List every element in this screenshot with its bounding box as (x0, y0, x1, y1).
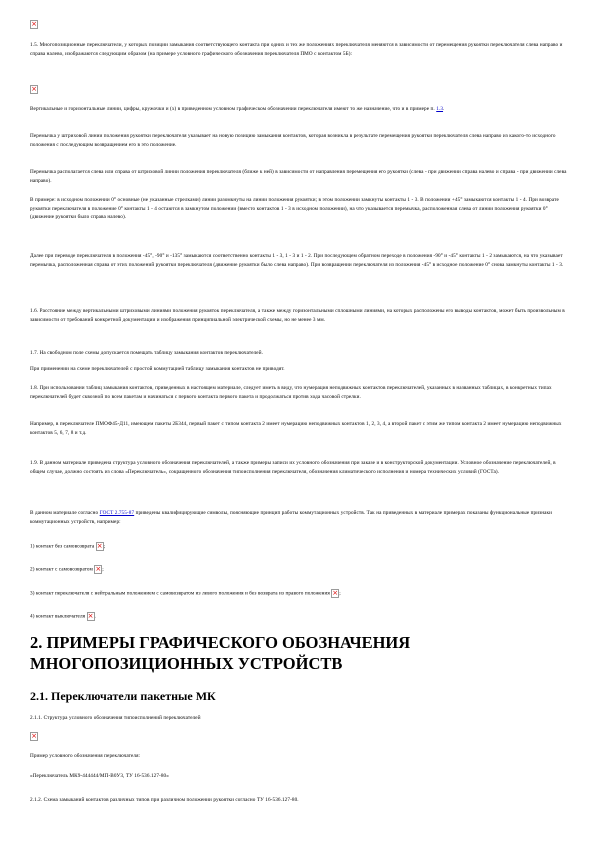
list-item: 1) контакт без самовозврата × ; (30, 542, 570, 551)
broken-image-icon (30, 732, 38, 741)
paragraph-1-6: 1.6. Расстояние между вертикальными штриховыми линиями положения рукояток переключателя, а также между горизонтальными сплошными линиями, на которых расположены его выводы контактов, может быть произвольным в зависимости от требований конкретной документации и изображения принципиальной электрической схемы, но не менее 3 мм. (30, 308, 565, 323)
list-item-label: 1) контакт без самовозврата (30, 543, 95, 550)
paragraph-dashed-line: Перемычка у штриховой линии положения рукоятки переключателя указывает на новую позицию замыкания контактов, которая возникла в результате перемещения рукоятки переключателя слева направо из какого-то исходного положения с последующим возвращением его в это положение. (30, 133, 556, 148)
paragraph-further: Далее при переводе переключателя в положения -45°, -90° и -135° замыкаются соответственно контакты 1 - 3, 1 - 3 и 1 - 2. При последующем обратном переходе в положения -90° и -45° контакты 1 - 2 замыкаются, на что указывает перемычка, расположенная справа от этих положений рукоятки переключателя (движение рукоятки было слева направо). При возвращении переключателя из положения -45° в исходное положение 0° снова замкнуты контакты 1 - 3. (30, 253, 564, 268)
broken-image-icon (96, 542, 104, 551)
paragraph-condition-example: Пример условного обозначения переключателя: (30, 753, 141, 759)
paragraph-example: В примере: в исходном положении 0° основные (не указанные стрелками) линии разомкнуты на линии положения рукоятки; в этом положении замкнуты контакты 1 - 3. В положении +45° замыкаются контакты 1 - 4. При возврате рукоятки переключателя в положение 0° контакты 1 - 4 остаются в замкнутом положении (вместо контактов 1 - 3 в исходном положении), на что указывается перемычка, расположенная слева от линии положения рукоятки 0° (движение рукоятки было справа налево). (30, 197, 559, 221)
paragraph-1-7: 1.7. На свободном поле схемы допускается помещать таблицу замыкания контактов переключателей. (30, 350, 263, 356)
list-item-label: 4) контакт выключателя (30, 613, 86, 620)
paragraph-1-8: 1.8. При использовании таблиц замыкания контактов, приведенных в настоящем материале, следует иметь в виду, что нумерация неподвижных контактов переключателей, указанных в названных таблицах, в конкретных типах переключателей будет сквозной по всем пакетам и начинаться с первого контакта первого пакета и продолжаться против хода часовой стрелки. (30, 385, 552, 400)
list-item: 4) контакт выключателя × . (30, 612, 570, 621)
paragraph-lines (30, 105, 570, 114)
list-item-label: 3) контакт переключателя с нейтральным положением с самовозвратом из левого положения и без возврата из правого положения (30, 590, 330, 597)
list-item: 3) контакт переключателя с нейтральным положением с самовозвратом из левого положения и без возврата из правого положения × ; (30, 589, 570, 598)
broken-image-icon (30, 85, 38, 94)
broken-image-icon (30, 20, 38, 29)
paragraph-2-1-2: 2.1.2. Схема замыканий контактов различных типов при различном положении рукоятки согласно ТУ 16-536.127-80. (30, 797, 299, 803)
paragraph-simple-commutation: При применении на схеме переключателей с простой коммутацией таблицу замыкания контактов не приводят. (30, 366, 285, 372)
paragraph-quote: «Переключатель МК9-444444/МП-В0У3, ТУ 16-536.127-80» (30, 773, 169, 779)
paragraph-end: . (443, 106, 445, 112)
paragraph-gost (30, 509, 570, 526)
broken-image-icon (87, 612, 95, 621)
paragraph-1-9: 1.9. В данном материале приведена структура условного обозначения переключателей, а также примеры записи их условного обозначения при заказе и в конструкторской документации. Условное обозначение переключателей, в общем случае, должно состоять из слова «Переключатель», сокращенного обозначения типоисполнения переключателя, обозначения климатического исполнения и номера технических условий (ГОСТа). (30, 460, 556, 475)
subsection-heading-2-1: 2.1. Переключатели пакетные МК (30, 689, 216, 703)
list-item-label: 2) контакт с самовозвратом (30, 566, 93, 573)
link-section-1-3[interactable]: 1.3 (436, 106, 444, 112)
paragraph-1-5: 1.5. Многопозиционные переключатели, у которых позиции замыкания соответствующего контакта при одних и тех же положениях переключателя меняются в зависимости от перемещения рукоятки переключателя слева направо и справа налево, изображаются следующим образом (на примере условного графического обозначения переключателя ПМО с контактом 5Б): (30, 42, 563, 57)
paragraph-text: В данном материале согласно (30, 510, 99, 516)
paragraph-text: приведены квалифицирующие символы, поясняющие принцип работы коммутационных устройств. Так на приведенных в материале примерах показаны функциональные признаки коммутационных устройств, например: (30, 510, 552, 525)
broken-image-icon (331, 589, 339, 598)
paragraph-2-1-1: 2.1.1. Структура условного обозначения типоисполнений переключателей (30, 715, 201, 721)
broken-image-icon (94, 565, 102, 574)
link-gost-2-755-87[interactable]: ГОСТ 2.755-87 (99, 510, 135, 516)
paragraph-text: Вертикальные и горизонтальные линии, цифры, кружочки и (х) в приведенном условном графическом обозначении переключателя имеют то же назначение, что и в примере п. (30, 106, 435, 112)
list-item: 2) контакт с самовозвратом × ; (30, 565, 570, 574)
paragraph-jumper: Перемычка располагается слева или справа от штриховой линии положения переключателя (ближе к ней) в зависимости от направления перемещения его рукоятки (слева - при движении справа налево и справа - при движении слева направо). (30, 169, 567, 184)
section-heading-2: 2. ПРИМЕРЫ ГРАФИЧЕСКОГО ОБОЗНАЧЕНИЯ МНОГОПОЗИЦИОННЫХ УСТРОЙСТВ (30, 633, 411, 673)
paragraph-for-example: Например, в переключателе ПМОФ45-Д11, имеющем пакеты 2Б344, первый пакет с типом контакта 2 имеет нумерацию неподвижных контактов 1, 2, 3, 4, а второй пакет с этим же типом контакта 2 имеет нумерацию неподвижных контактов 5, 6, 7, 8 и т.д. (30, 421, 562, 436)
